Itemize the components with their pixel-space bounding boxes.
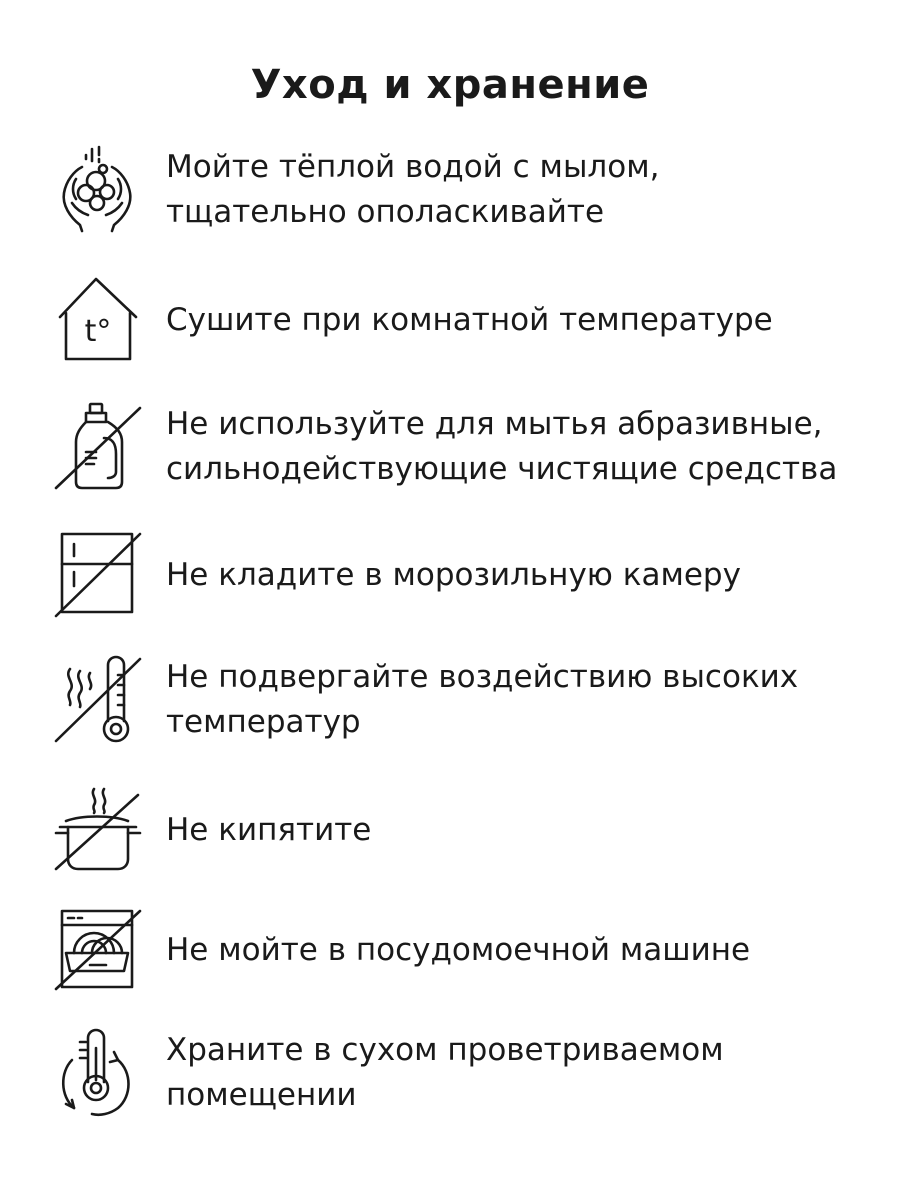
- care-item-no-dishwasher: [52, 905, 882, 995]
- care-item-storage: [52, 1028, 882, 1118]
- care-item-no-high-temp: [52, 655, 882, 745]
- text-line: Мойте тёплой водой с мылом,: [166, 149, 660, 185]
- care-text-no-freezer: [166, 530, 882, 620]
- care-text-no-abrasive: [166, 402, 882, 492]
- care-item-wash: [52, 145, 882, 235]
- no-abrasive-detergent-icon: [52, 402, 142, 492]
- no-freezer-icon: [52, 530, 142, 620]
- care-item-no-freezer: [52, 530, 882, 620]
- care-text-no-boil: [166, 785, 882, 875]
- care-text-no-high-temp: [166, 655, 882, 745]
- care-text-no-dishwasher: [166, 905, 882, 995]
- text-line: помещении: [166, 1077, 357, 1113]
- care-text-dry: [166, 275, 882, 365]
- text-line: Не подвергайте воздействию высоких: [166, 659, 799, 695]
- text-line: Не используйте для мытья абразивные,: [166, 406, 823, 442]
- text-line: температур: [166, 704, 361, 740]
- text-line: Сушите при комнатной температуре: [166, 301, 773, 338]
- hand-washing-icon: [52, 145, 142, 235]
- care-item-no-abrasive: [52, 402, 882, 492]
- text-line: сильнодействующие чистящие средства: [166, 451, 838, 487]
- no-high-temperature-icon: [52, 655, 142, 745]
- no-dishwasher-icon: [52, 905, 142, 995]
- text-line: Храните в сухом проветриваемом: [166, 1032, 724, 1068]
- text-line: тщательно ополаскивайте: [166, 194, 605, 230]
- care-item-dry: [52, 275, 882, 365]
- care-text-storage: [166, 1028, 882, 1118]
- room-temperature-icon: [52, 275, 142, 365]
- dry-ventilated-storage-icon: [52, 1028, 142, 1118]
- room-temperature-label: t°: [84, 314, 112, 349]
- text-line: Не кипятите: [166, 811, 372, 848]
- care-item-no-boil: [52, 785, 882, 875]
- care-text-wash: [166, 145, 882, 235]
- text-line: Не кладите в морозильную камеру: [166, 556, 741, 593]
- page-title: Уход и хранение: [250, 62, 650, 108]
- text-line: Не мойте в посудомоечной машине: [166, 931, 751, 968]
- no-boiling-icon: [52, 785, 142, 875]
